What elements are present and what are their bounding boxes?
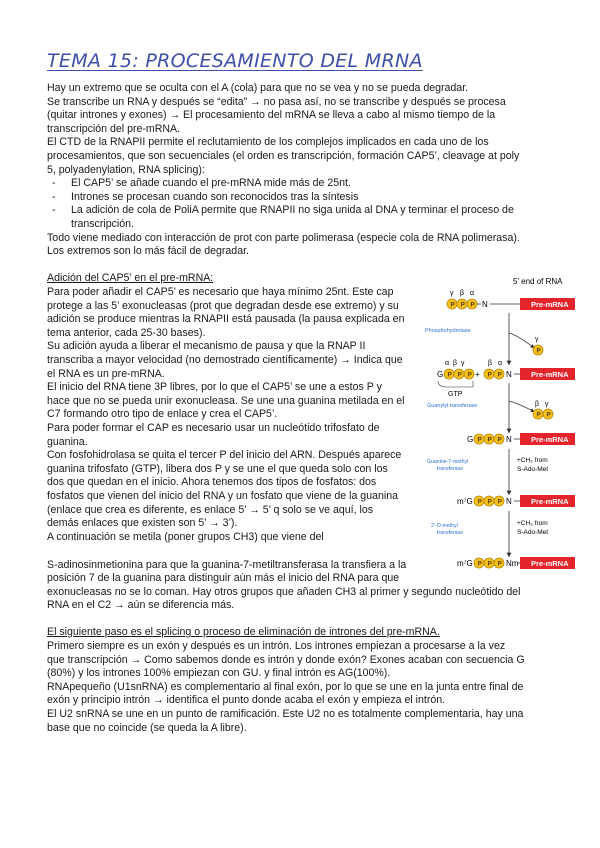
text-line: protege a las 5’ exonucleasas (prot que degradan desde ese extremo) y su <box>47 299 399 312</box>
phosphate-label: P <box>477 560 482 568</box>
svg-text:β: β <box>535 401 540 408</box>
text-line: A continuación se metila (poner grupos CH3) que viene del <box>47 530 324 543</box>
text-line: Hay un extremo que se oculta con el A (cola) para que no se vea y no se pueda degradar. <box>47 82 469 94</box>
svg-text:transferase: transferase <box>437 466 463 472</box>
phosphate-label: P <box>487 436 492 444</box>
text-line: adición se produce mientras la RNAPII está pausada (la pausa explicada en <box>47 313 405 326</box>
figure-header: 5’ end of RNA <box>513 277 563 286</box>
text-line: demás enlaces que existen son 5’ → 3’). <box>47 517 238 530</box>
phosphate-label: P <box>536 411 541 419</box>
phosphate-label: P <box>477 436 482 444</box>
text-line: guanina trifosfato (GTP), libera dos P y se une el que queda solo con los <box>47 462 388 475</box>
svg-text:β: β <box>488 360 493 367</box>
greek-gamma: γ <box>450 290 454 297</box>
svg-text:m⁷G: m⁷G <box>457 559 473 568</box>
phosphate-label: P <box>536 347 541 355</box>
greek-beta: β <box>460 290 465 297</box>
nucleotide-n: N <box>482 300 488 309</box>
bullet-dash: - <box>52 190 56 203</box>
svg-text:Pre-mRNA: Pre-mRNA <box>531 300 569 309</box>
phosphate-label: P <box>447 371 452 379</box>
svg-text:β: β <box>453 360 458 367</box>
svg-text:+: + <box>475 370 480 379</box>
svg-text:G: G <box>467 435 474 444</box>
phosphate-label: P <box>487 371 492 379</box>
text-line: RNApequeño (U1snRNA) es complementario al final exón, por lo que se une en la junta entre final de <box>47 680 524 693</box>
svg-text:Guanine-7-methyl: Guanine-7-methyl <box>427 459 469 465</box>
text-line: Para poder añadir el CAP5’ es necesario que haya mínimo 25nt. Este cap <box>47 286 394 298</box>
svg-text:S-Ado-Met: S-Ado-Met <box>517 466 549 473</box>
text-line: dos que quedan en el inicio. Ahora tenemos dos tipos de fosfatos: dos <box>47 476 377 489</box>
svg-text:N: N <box>506 370 512 379</box>
text-line: El U2 snRNA se une en un punto de ramificación. Este U2 no es totalmente complementaria, hay una <box>47 708 524 720</box>
bullet-text: Intrones se procesan cuando son reconocidos tras la síntesis <box>71 190 359 203</box>
text-line: que transcripción → Como sabemos donde es intrón y donde exón? Exones acaban con secuencia G <box>47 653 525 666</box>
text-line: RNA en el C2 → aún se diferencia más. <box>47 599 235 612</box>
svg-text:α: α <box>445 360 450 367</box>
phosphate-label: P <box>546 411 551 419</box>
phosphate-label: P <box>460 301 465 309</box>
page-title: TEMA 15: PROCESAMIENTO DEL MRNA <box>47 50 423 72</box>
row5 <box>457 557 575 569</box>
svg-text:γ: γ <box>461 360 465 367</box>
svg-text:+CH₃ from: +CH₃ from <box>517 520 548 527</box>
text-line: guanina. <box>47 435 88 448</box>
phosphate-label: P <box>497 560 502 568</box>
text-line: S-adinosinmetionina para que la guanina-7-metiltransferasa la transfiera a la <box>47 558 407 571</box>
text-line: base que no coincide (se queda la A libre). <box>47 721 247 734</box>
text-line: (enlace que crea es diferente, es enlace 5’ → 5’ q solo se ve aquí, los <box>47 503 374 516</box>
row4 <box>457 495 575 507</box>
text-line: Se transcribe un RNA y después se “edita” → no pasa así, no se transcribe y después se procesa <box>47 95 506 108</box>
svg-text:γ: γ <box>535 336 539 343</box>
phosphate-label: P <box>457 371 462 379</box>
text-line: el RNA es un pre-mRNA. <box>47 367 165 380</box>
svg-text:γ: γ <box>545 401 549 408</box>
text-line: exonucleasas no se lo coman. Hay otros grupos que añaden CH3 al primer y segundo nucleótido del <box>47 585 521 598</box>
text-line: fosfatos que vienen del inicio del RNA y un fosfato que viene de la guanina <box>47 490 399 502</box>
svg-text:Nm: Nm <box>506 559 519 568</box>
text-line: procesamientos, que son secuenciales (el orden es transcripción, formación CAP5’, cleavage at poly <box>47 150 520 162</box>
phosphate-label: P <box>477 498 482 506</box>
text-line: Para poder formar el CAP es necesario usar un nucleótido trifosfato de <box>47 422 380 434</box>
phosphate-label: P <box>450 301 455 309</box>
phosphate-label: P <box>497 436 502 444</box>
svg-text:m⁷G: m⁷G <box>457 497 473 506</box>
greek-alpha: α <box>470 290 475 297</box>
splicing-heading: El siguiente paso es el splicing o proceso de eliminación de intrones del pre-mRNA. <box>47 626 440 638</box>
phosphate-label: P <box>470 301 475 309</box>
text-line: Los extremos son lo más fácil de degradar. <box>47 245 249 258</box>
row1-phosphates <box>447 290 575 310</box>
row2 <box>437 360 575 398</box>
svg-text:+CH₃ from: +CH₃ from <box>517 457 548 464</box>
text-line: Primero siempre es un exón y después es un intrón. Los intrones empiezan a procesarse a la vez <box>47 640 506 652</box>
phosphate-label: P <box>497 371 502 379</box>
phosphate-label: P <box>487 560 492 568</box>
phosphate-label: P <box>497 498 502 506</box>
bullet-dash: - <box>52 177 56 190</box>
text-line: (80%) y los intrones 100% empiezan con GU. y final intrón es AG(100%). <box>47 667 391 680</box>
svg-text:Pre-mRNA: Pre-mRNA <box>531 435 569 444</box>
svg-text:transferase: transferase <box>437 530 463 536</box>
guanylyl-label: Guanylyl transferase <box>427 403 478 409</box>
row3 <box>467 433 575 445</box>
gtp-label: GTP <box>448 391 463 398</box>
text-line: exón y principio intrón → identifica el punto donde acaba el exón y empieza el intrón. <box>47 694 446 707</box>
svg-text:Pre-mRNA: Pre-mRNA <box>531 559 569 568</box>
svg-text:S-Ado-Met: S-Ado-Met <box>517 529 549 536</box>
text-line: posición 7 de la guanina para distinguir aún más el inicio del RNA para que <box>47 572 400 585</box>
phosphate-label: P <box>467 371 472 379</box>
text-line: 5, polyadenylation, RNA splicing): <box>47 163 205 176</box>
svg-text:N: N <box>506 497 512 506</box>
phosphate-label: P <box>487 498 492 506</box>
text-line: tema anterior, cada 25-30 bases). <box>47 326 206 339</box>
svg-text:2’-O-methyl: 2’-O-methyl <box>431 523 458 529</box>
text-line: (quitar intrones y exones) → El procesamiento del mRNA se lleva a cabo al mismo tiempo de la <box>47 109 496 122</box>
svg-text:N: N <box>506 435 512 444</box>
bullet-text: El CAP5’ se añade cuando el pre-mRNA mide más de 25nt. <box>71 177 351 190</box>
cap-heading: Adición del CAP5’ en el pre-mRNA: <box>47 272 214 284</box>
text-line: El inicio del RNA tiene 3P libres, por lo que el CAP5’ se une a estos P y <box>47 381 382 394</box>
text-line: El CTD de la RNAPII permite el reclutamiento de los complejos implicados en cada uno de los <box>47 136 489 149</box>
text-line: Con fosfohidrolasa se quita el tercer P del inicio del ARN. Después aparece <box>47 449 402 462</box>
cap-formation-figure <box>425 273 585 578</box>
phosphohydrolase-label: Phosphohydrolase <box>425 328 471 334</box>
svg-text:α: α <box>498 360 503 367</box>
text-line: C7 formando otro tipo de enlace y crea el CAP5’. <box>47 408 278 421</box>
text-line: transcriba a mayor velocidad (no demostrado científicamente) → Indica que <box>47 354 403 366</box>
bullet-text: La adición de cola de PoliA permite que RNAPII no siga unida al DNA y terminar el proceso de <box>71 204 514 217</box>
text-line: hace que no se pueda unir exonucleasa. Se une una guanina metilada en el <box>47 394 405 407</box>
bullet-dash: - <box>52 204 56 217</box>
text-line: transcripción del pre-mRNA. <box>47 122 181 135</box>
text-line: Su adición ayuda a liberar el mecanismo de pausa y que la RNAP II <box>47 340 366 353</box>
text-line: Todo viene mediado con interacción de prot con parte polimerasa (especie cola de RNA polimerasa). <box>47 231 520 244</box>
svg-text:Pre-mRNA: Pre-mRNA <box>531 370 569 379</box>
svg-text:Pre-mRNA: Pre-mRNA <box>531 497 569 506</box>
bullet-text: transcripción. <box>71 218 134 230</box>
svg-text:G: G <box>437 370 444 379</box>
